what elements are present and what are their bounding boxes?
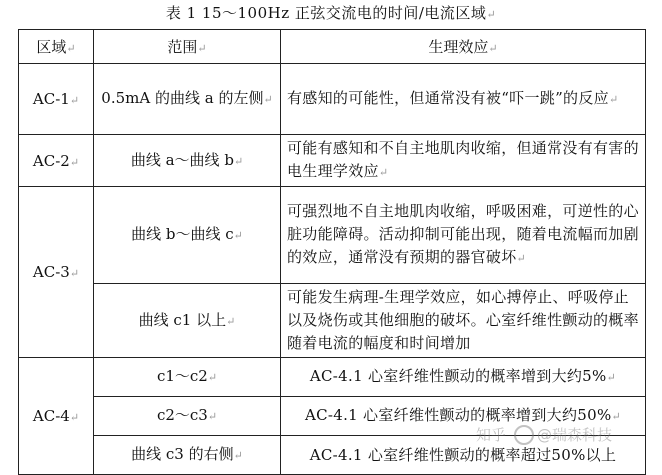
range-cell: 曲线 c1 以上↵ <box>94 284 281 358</box>
watermark-text-zhihu: 知乎 <box>476 426 507 444</box>
table-row <box>19 135 646 187</box>
header-effect: 生理效应↵ <box>281 30 646 64</box>
watermark-text-author: @瑞森科技 <box>537 426 613 444</box>
header-range: 范围↵ <box>94 30 281 64</box>
range-cell: c1～c2↵ <box>94 358 281 397</box>
header-zone: 区域↵ <box>19 30 94 64</box>
range-cell: c2～c3↵ <box>94 397 281 436</box>
zone-cell: AC-3↵ <box>19 187 94 358</box>
effect-cell: AC-4.1 心室纤维性颤动的概率增到大约5%↵ <box>281 358 646 397</box>
range-cell: 0.5mA 的曲线 a 的左侧↵ <box>94 64 281 135</box>
effect-cell: 有感知的可能性，但通常没有被“吓一跳”的反应↵ <box>281 64 646 135</box>
range-cell: 曲线 b～曲线 c↵ <box>94 187 281 284</box>
table-row <box>19 397 646 436</box>
header-row <box>19 30 646 64</box>
table-row <box>19 284 646 358</box>
effect-cell: 可能发生病理-生理学效应，如心搏停止、呼吸停止以及烧伤或其他细胞的破坏。心室纤维性颤动的概率随着电流的幅度和时间增加 <box>281 284 646 358</box>
paragraph-mark: ↵ <box>486 8 497 21</box>
table-row <box>19 436 646 475</box>
caption-text: 表 1 15～100Hz 正弦交流电的时间/电流区域 <box>165 4 487 22</box>
effect-cell: 可强烈地不自主地肌肉收缩，呼吸困难，可逆性的心脏功能障碍。活动抑制可能出现，随着电流幅而加剧的效应，通常没有预期的器官破坏↵ <box>281 187 646 284</box>
zones-table <box>18 29 646 475</box>
zone-cell: AC-4↵ <box>19 358 94 475</box>
range-cell: 曲线 c3 的右侧↵ <box>94 436 281 475</box>
table-row <box>19 64 646 135</box>
effect-cell: AC-4.1 心室纤维性颤动的概率超过50%以上 <box>281 436 646 475</box>
zone-cell: AC-1↵ <box>19 64 94 135</box>
effect-cell: AC-4.1 心室纤维性颤动的概率增到大约50%↵ <box>281 397 646 436</box>
range-cell: 曲线 a～曲线 b↵ <box>94 135 281 187</box>
table-row <box>19 187 646 284</box>
effect-cell: 可能有感知和不自主地肌肉收缩，但通常没有有害的电生理学效应↵ <box>281 135 646 187</box>
table-caption <box>0 2 662 26</box>
zone-cell: AC-2↵ <box>19 135 94 187</box>
table-row <box>19 358 646 397</box>
